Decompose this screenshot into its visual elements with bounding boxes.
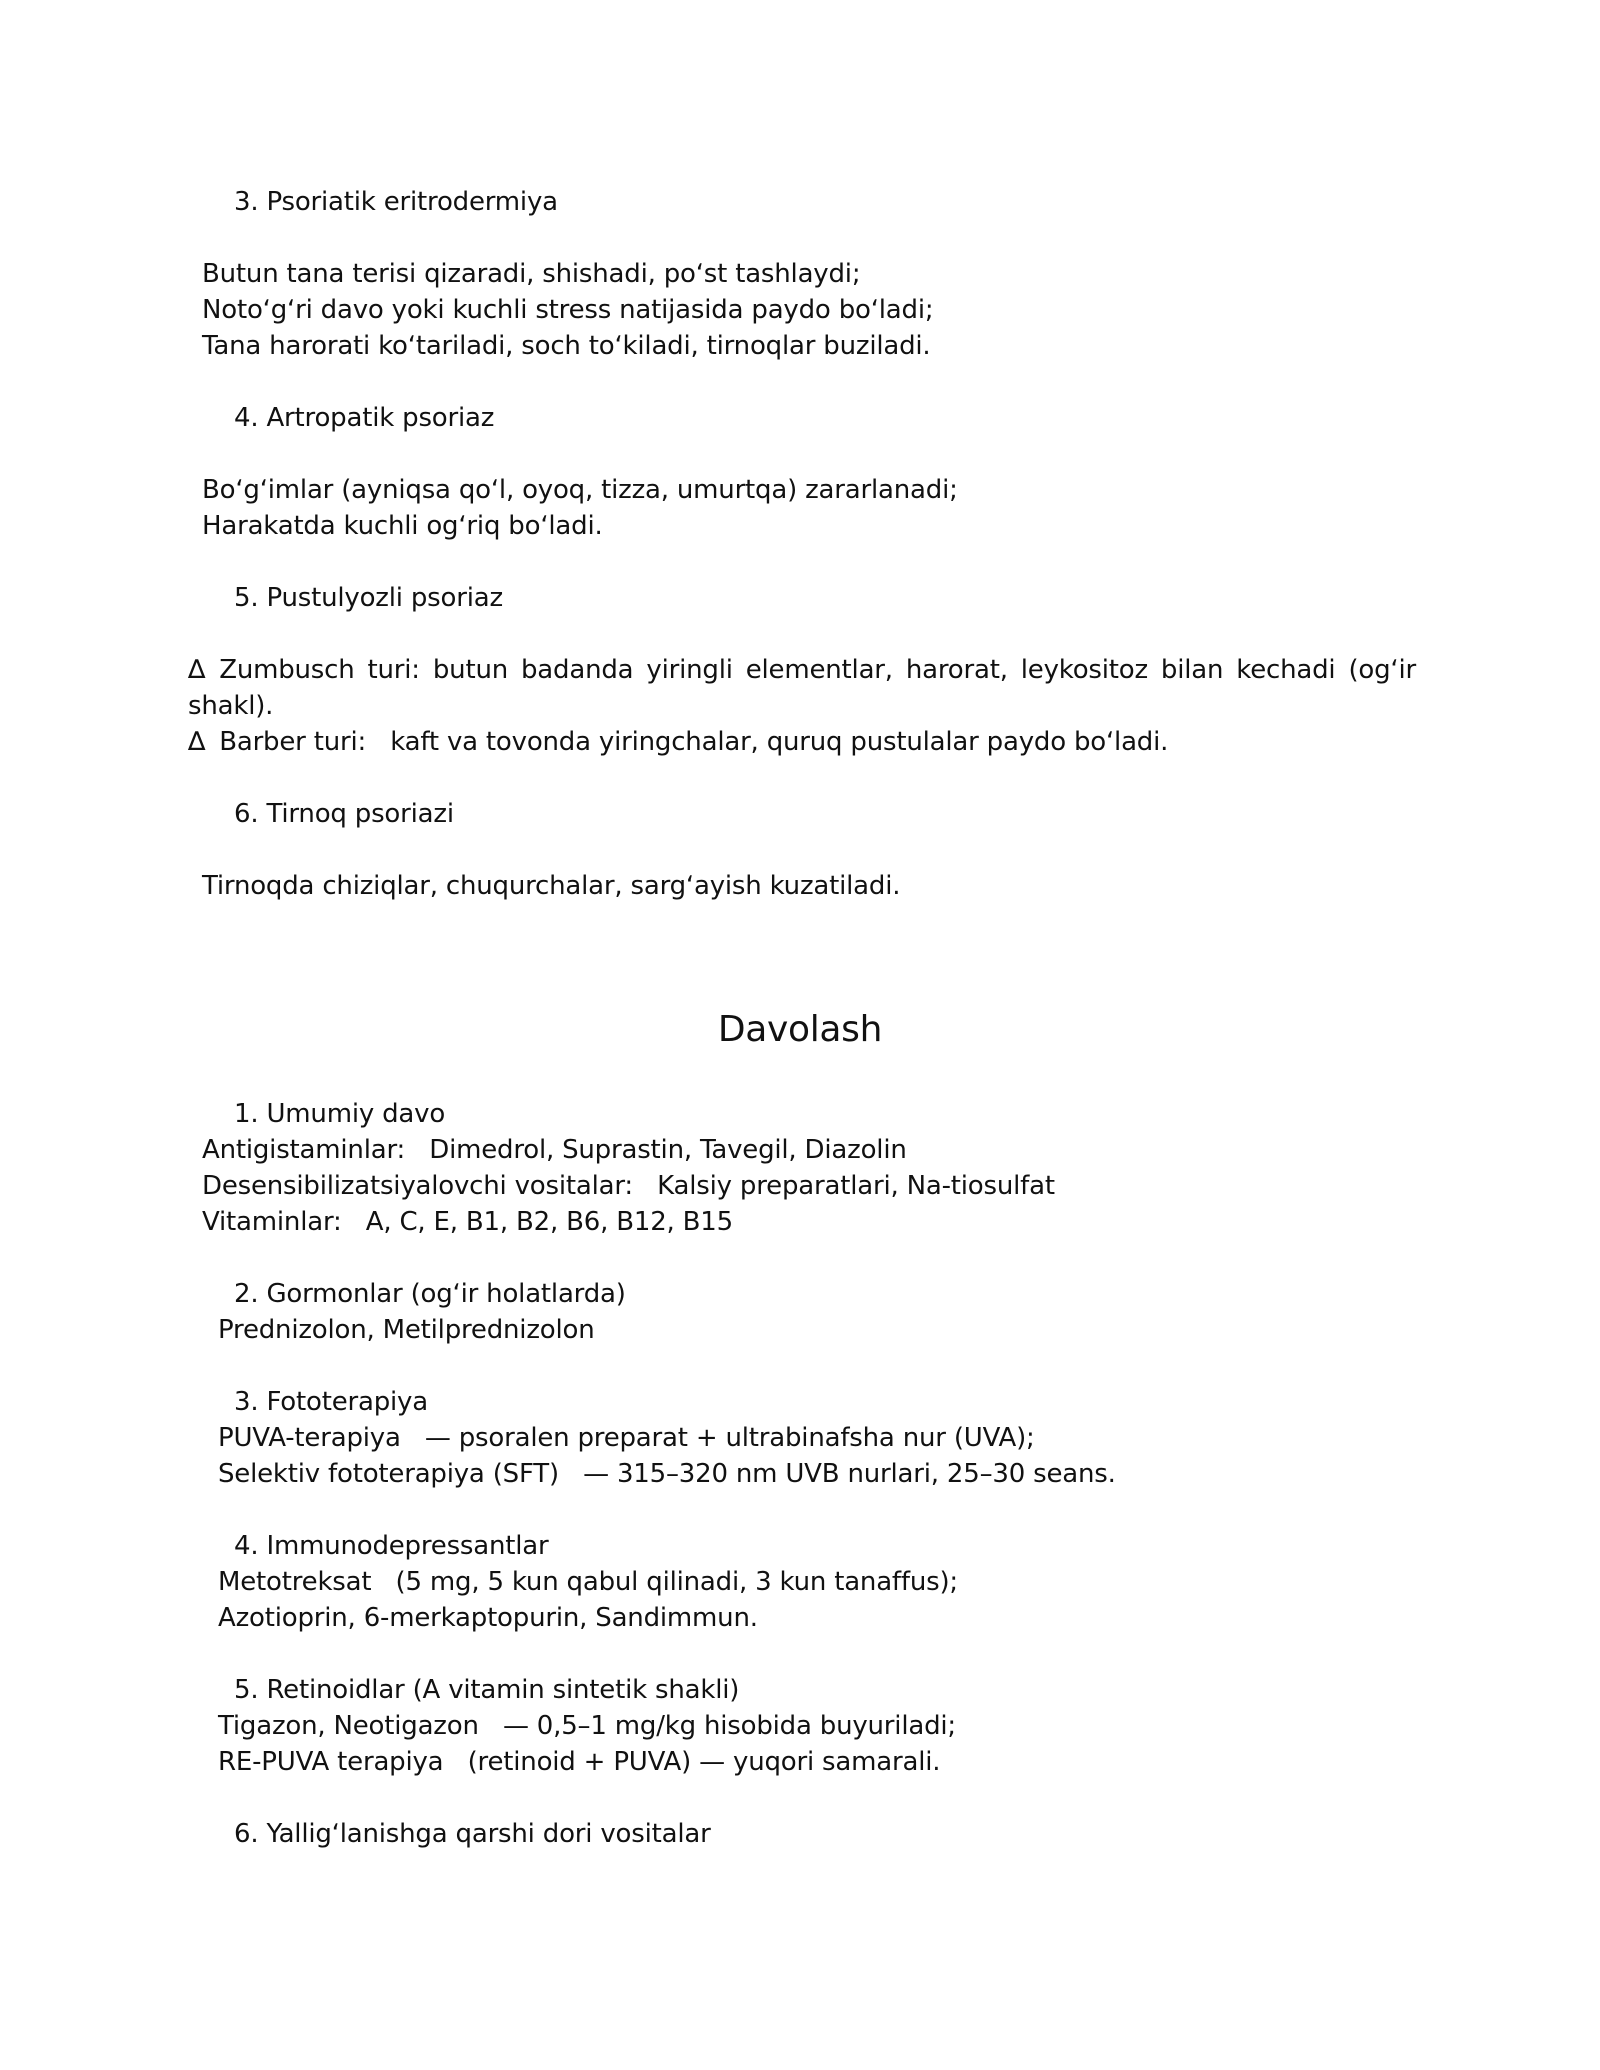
section-title-davolash: Davolash xyxy=(717,1009,883,1050)
treatment-heading-umumiy: 1. Umumiy davo xyxy=(234,1099,446,1129)
delta-bullet-icon: ∆ xyxy=(188,727,206,757)
treatment-heading-retinoidlar: 5. Retinoidlar (A vitamin sintetik shakli) xyxy=(234,1675,740,1705)
paragraph-line: Tirnoqda chiziqlar, chuqurchalar, sargʻayish kuzatiladi. xyxy=(202,871,901,901)
treatment-line: Vitaminlar: A, C, E, B1, B2, B6, B12, B15 xyxy=(202,1207,733,1237)
treatment-line: Metotreksat (5 mg, 5 kun qabul qilinadi, 3 kun tanaffus); xyxy=(218,1567,958,1597)
paragraph-line: Butun tana terisi qizaradi, shishadi, poʻst tashlaydi; xyxy=(202,259,861,289)
treatment-heading-fototerapiya: 3. Fototerapiya xyxy=(234,1387,428,1417)
section-heading-tirnoq: 6. Tirnoq psoriazi xyxy=(234,799,454,829)
delta-bullet-icon: ∆ xyxy=(188,655,206,685)
section-heading-pustulyozli: 5. Pustulyozli psoriaz xyxy=(234,583,503,613)
section-heading-artropatik: 4. Artropatik psoriaz xyxy=(234,403,495,433)
paragraph-line: Tana harorati koʻtariladi, soch toʻkiladi, tirnoqlar buziladi. xyxy=(202,331,931,361)
section-heading-eritrodermiya: 3. Psoriatik eritrodermiya xyxy=(234,187,558,217)
bullet-item xyxy=(188,652,1416,724)
treatment-line: PUVA-terapiya — psoralen preparat + ultrabinafsha nur (UVA); xyxy=(218,1423,1035,1453)
bullet-text: Barber turi: kaft va tovonda yiringchalar, quruq pustulalar paydo boʻladi. xyxy=(219,727,1169,757)
paragraph-line: Notoʻgʻri davo yoki kuchli stress natijasida paydo boʻladi; xyxy=(202,295,934,325)
treatment-line: Desensibilizatsiyalovchi vositalar: Kalsiy preparatlari, Na-tiosulfat xyxy=(202,1171,1055,1201)
bullet-text: Zumbusch turi: butun badanda yiringli elementlar, harorat, leykositoz bilan kechadi (ogʻir shakl). xyxy=(188,655,1416,721)
treatment-line: RE-PUVA terapiya (retinoid + PUVA) — yuqori samarali. xyxy=(218,1747,941,1777)
treatment-line: Antigistaminlar: Dimedrol, Suprastin, Tavegil, Diazolin xyxy=(202,1135,907,1165)
treatment-heading-yalliglanish: 6. Yalligʻlanishga qarshi dori vositalar xyxy=(234,1819,711,1849)
treatment-line: Tigazon, Neotigazon — 0,5–1 mg/kg hisobida buyuriladi; xyxy=(218,1711,956,1741)
treatment-line: Azotioprin, 6-merkaptopurin, Sandimmun. xyxy=(218,1603,758,1633)
paragraph-line: Boʻgʻimlar (ayniqsa qoʻl, oyoq, tizza, umurtqa) zararlanadi; xyxy=(202,475,958,505)
treatment-line: Selektiv fototerapiya (SFT) — 315–320 nm UVB nurlari, 25–30 seans. xyxy=(218,1459,1116,1489)
treatment-heading-gormonlar: 2. Gormonlar (ogʻir holatlarda) xyxy=(234,1279,626,1309)
bullet-item xyxy=(188,724,1168,760)
treatment-heading-immunodepressantlar: 4. Immunodepressantlar xyxy=(234,1531,549,1561)
treatment-line: Prednizolon, Metilprednizolon xyxy=(218,1315,595,1345)
paragraph-line: Harakatda kuchli ogʻriq boʻladi. xyxy=(202,511,603,541)
